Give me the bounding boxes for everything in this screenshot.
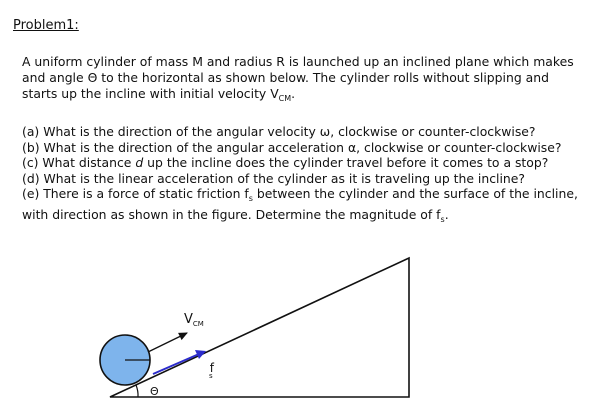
- omega-symbol: ω: [319, 124, 331, 139]
- question-e-text-1: (e) There is a force of static friction f: [22, 186, 249, 202]
- intro-text-3: .: [291, 86, 296, 101]
- incline-triangle: [110, 258, 409, 397]
- vcm-subscript: CM: [278, 94, 292, 103]
- fs-subscript-2: s: [440, 214, 445, 224]
- angle-arc: [136, 385, 138, 397]
- question-b-text-1: (b) What is the direction of the angular acceleration: [22, 139, 348, 155]
- question-e-text-2: between the cylinder and the surface of the incline, with direction as shown in the figure. Determine the magnitude of f: [22, 186, 578, 222]
- question-a-text-1: (a) What is the direction of the angular velocity: [22, 124, 320, 139]
- question-c-text-2: up the incline does the cylinder travel before it comes to a stop?: [143, 155, 549, 171]
- question-c-text-1: (c) What distance: [22, 155, 136, 171]
- intro-text-2: to the horizontal as shown below. The cylinder rolls without slipping and starts up the incline with initial velocity V: [22, 70, 549, 101]
- theta-symbol: Θ: [87, 70, 98, 85]
- question-a-text-2: , clockwise or counter-clockwise?: [330, 124, 536, 139]
- alpha-symbol: α: [347, 139, 357, 155]
- distance-d-symbol: d: [135, 155, 144, 171]
- velocity-arrow: [148, 333, 187, 352]
- intro-text-1: A uniform cylinder of mass M and radius R is launched up an inclined plane which makes and angle: [22, 54, 574, 85]
- fs-label: f s: [209, 361, 214, 380]
- question-e-text-3: .: [444, 206, 449, 222]
- fs-subscript-1: s: [248, 194, 253, 204]
- friction-arrow: [153, 354, 199, 374]
- vcm-label: $V_{CM}$: [184, 312, 204, 328]
- question-d-text: (d) What is the linear acceleration of the cylinder as it is traveling up the incline?: [22, 170, 525, 186]
- question-b-text-2: , clockwise or counter-clockwise?: [356, 139, 562, 155]
- problem-title: Problem1:: [13, 18, 79, 33]
- theta-label: Θ: [150, 385, 159, 398]
